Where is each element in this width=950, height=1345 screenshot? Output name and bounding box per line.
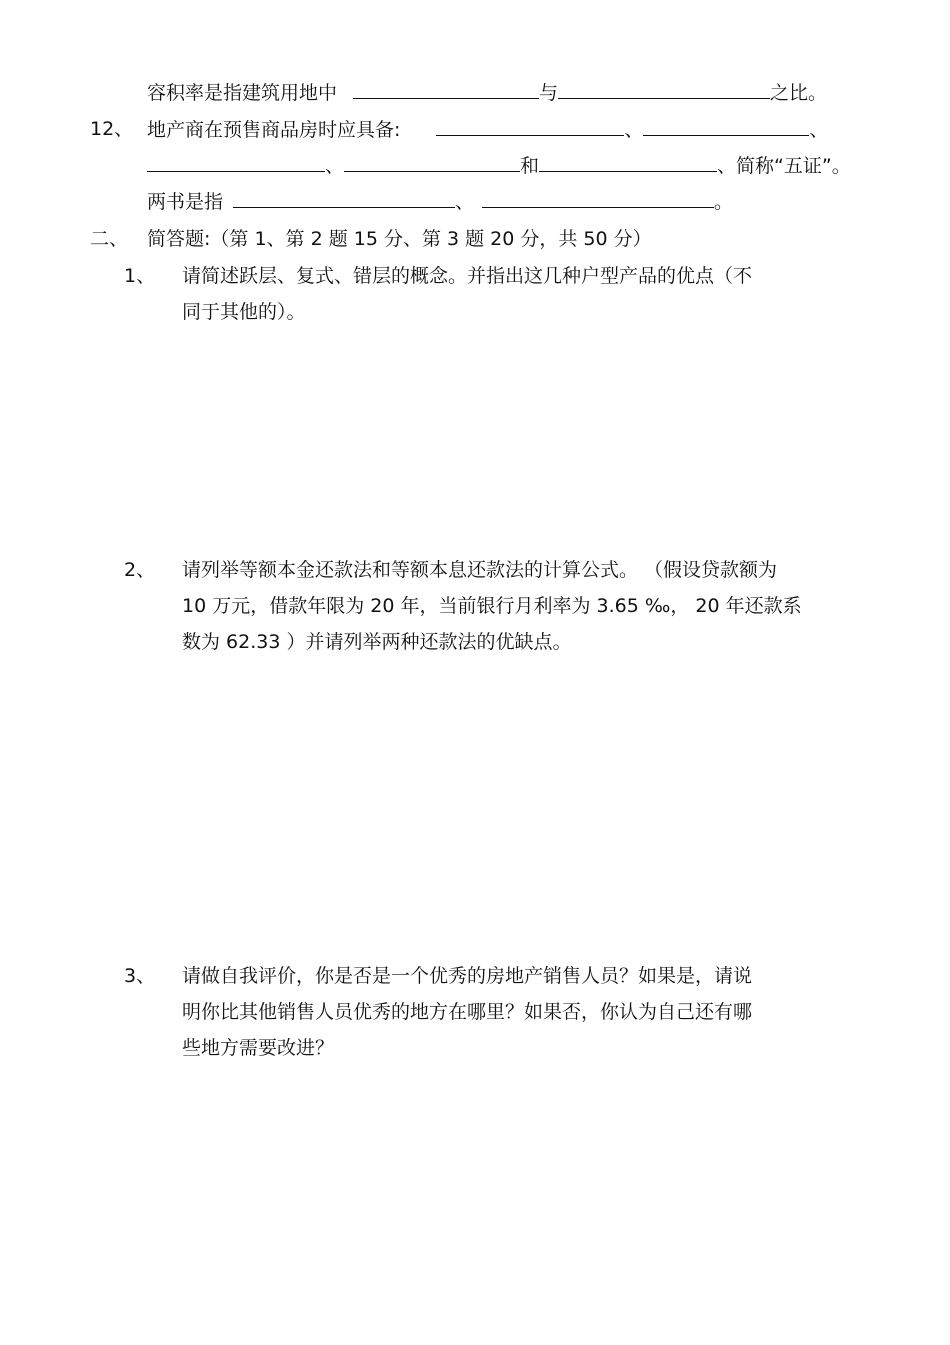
q12-blank-5[interactable] bbox=[539, 153, 717, 172]
q12-line-1 bbox=[147, 117, 828, 141]
question-3-line-3: 些地方需要改进？ bbox=[182, 1037, 335, 1059]
section2-number: 二、 bbox=[90, 228, 129, 250]
question-2-line-2: 10 万元，借款年限为 20 年，当前银行月利率为 3.65 ‰， 20 年还款系 bbox=[182, 595, 802, 617]
q11-mid: 与 bbox=[539, 82, 559, 104]
q12-intro: 地产商在预售商品房时应具备: bbox=[147, 119, 401, 141]
q12-blank-3[interactable] bbox=[147, 153, 325, 172]
q12-he: 和 bbox=[520, 155, 540, 177]
q12-sep-1: 、 bbox=[624, 119, 644, 141]
q11-blank-2[interactable] bbox=[558, 80, 770, 99]
q11-blank-1[interactable] bbox=[353, 80, 539, 99]
question-3-line-1: 请做自我评价，你是否是一个优秀的房地产销售人员？如果是，请说 bbox=[182, 965, 753, 987]
q12-blank-6[interactable] bbox=[233, 189, 455, 208]
question-1-line-2: 同于其他的）。 bbox=[182, 301, 306, 323]
question-3-line-2: 明你比其他销售人员优秀的地方在哪里？如果否，你认为自己还有哪 bbox=[182, 1001, 753, 1023]
question-3-number: 3、 bbox=[124, 965, 156, 987]
q12-blank-2[interactable] bbox=[643, 117, 809, 136]
q12-two-books: 两书是指 bbox=[147, 191, 224, 213]
q12-number: 12、 bbox=[90, 118, 134, 140]
q12-suffix: 、简称“五证”。 bbox=[717, 155, 851, 177]
q11-suffix: 之比。 bbox=[770, 82, 828, 104]
q12-sep-4: 、 bbox=[455, 191, 475, 213]
q12-line-3 bbox=[147, 189, 733, 213]
question-1-line-1: 请简述跃层、复式、错层的概念。并指出这几种户型产品的优点（不 bbox=[182, 265, 753, 287]
question-2-number: 2、 bbox=[124, 559, 156, 581]
q12-blank-7[interactable] bbox=[482, 189, 714, 208]
question-2-line-3: 数为 62.33 ）并请列举两种还款法的优缺点。 bbox=[182, 631, 572, 653]
q12-sep-3: 、 bbox=[325, 155, 345, 177]
q12-line-2 bbox=[147, 153, 851, 177]
q12-end: 。 bbox=[714, 191, 734, 213]
question-1-number: 1、 bbox=[124, 265, 156, 287]
question-2-line-1: 请列举等额本金还款法和等额本息还款法的计算公式。 （假设贷款额为 bbox=[182, 559, 778, 581]
q12-sep-2: 、 bbox=[809, 119, 829, 141]
section2-title: 简答题:（第 1、第 2 题 15 分、第 3 题 20 分，共 50 分） bbox=[147, 228, 652, 250]
q11-prefix: 容积率是指建筑用地中 bbox=[147, 82, 338, 104]
q12-blank-4[interactable] bbox=[344, 153, 520, 172]
q11-line bbox=[147, 80, 827, 104]
q12-blank-1[interactable] bbox=[436, 117, 624, 136]
